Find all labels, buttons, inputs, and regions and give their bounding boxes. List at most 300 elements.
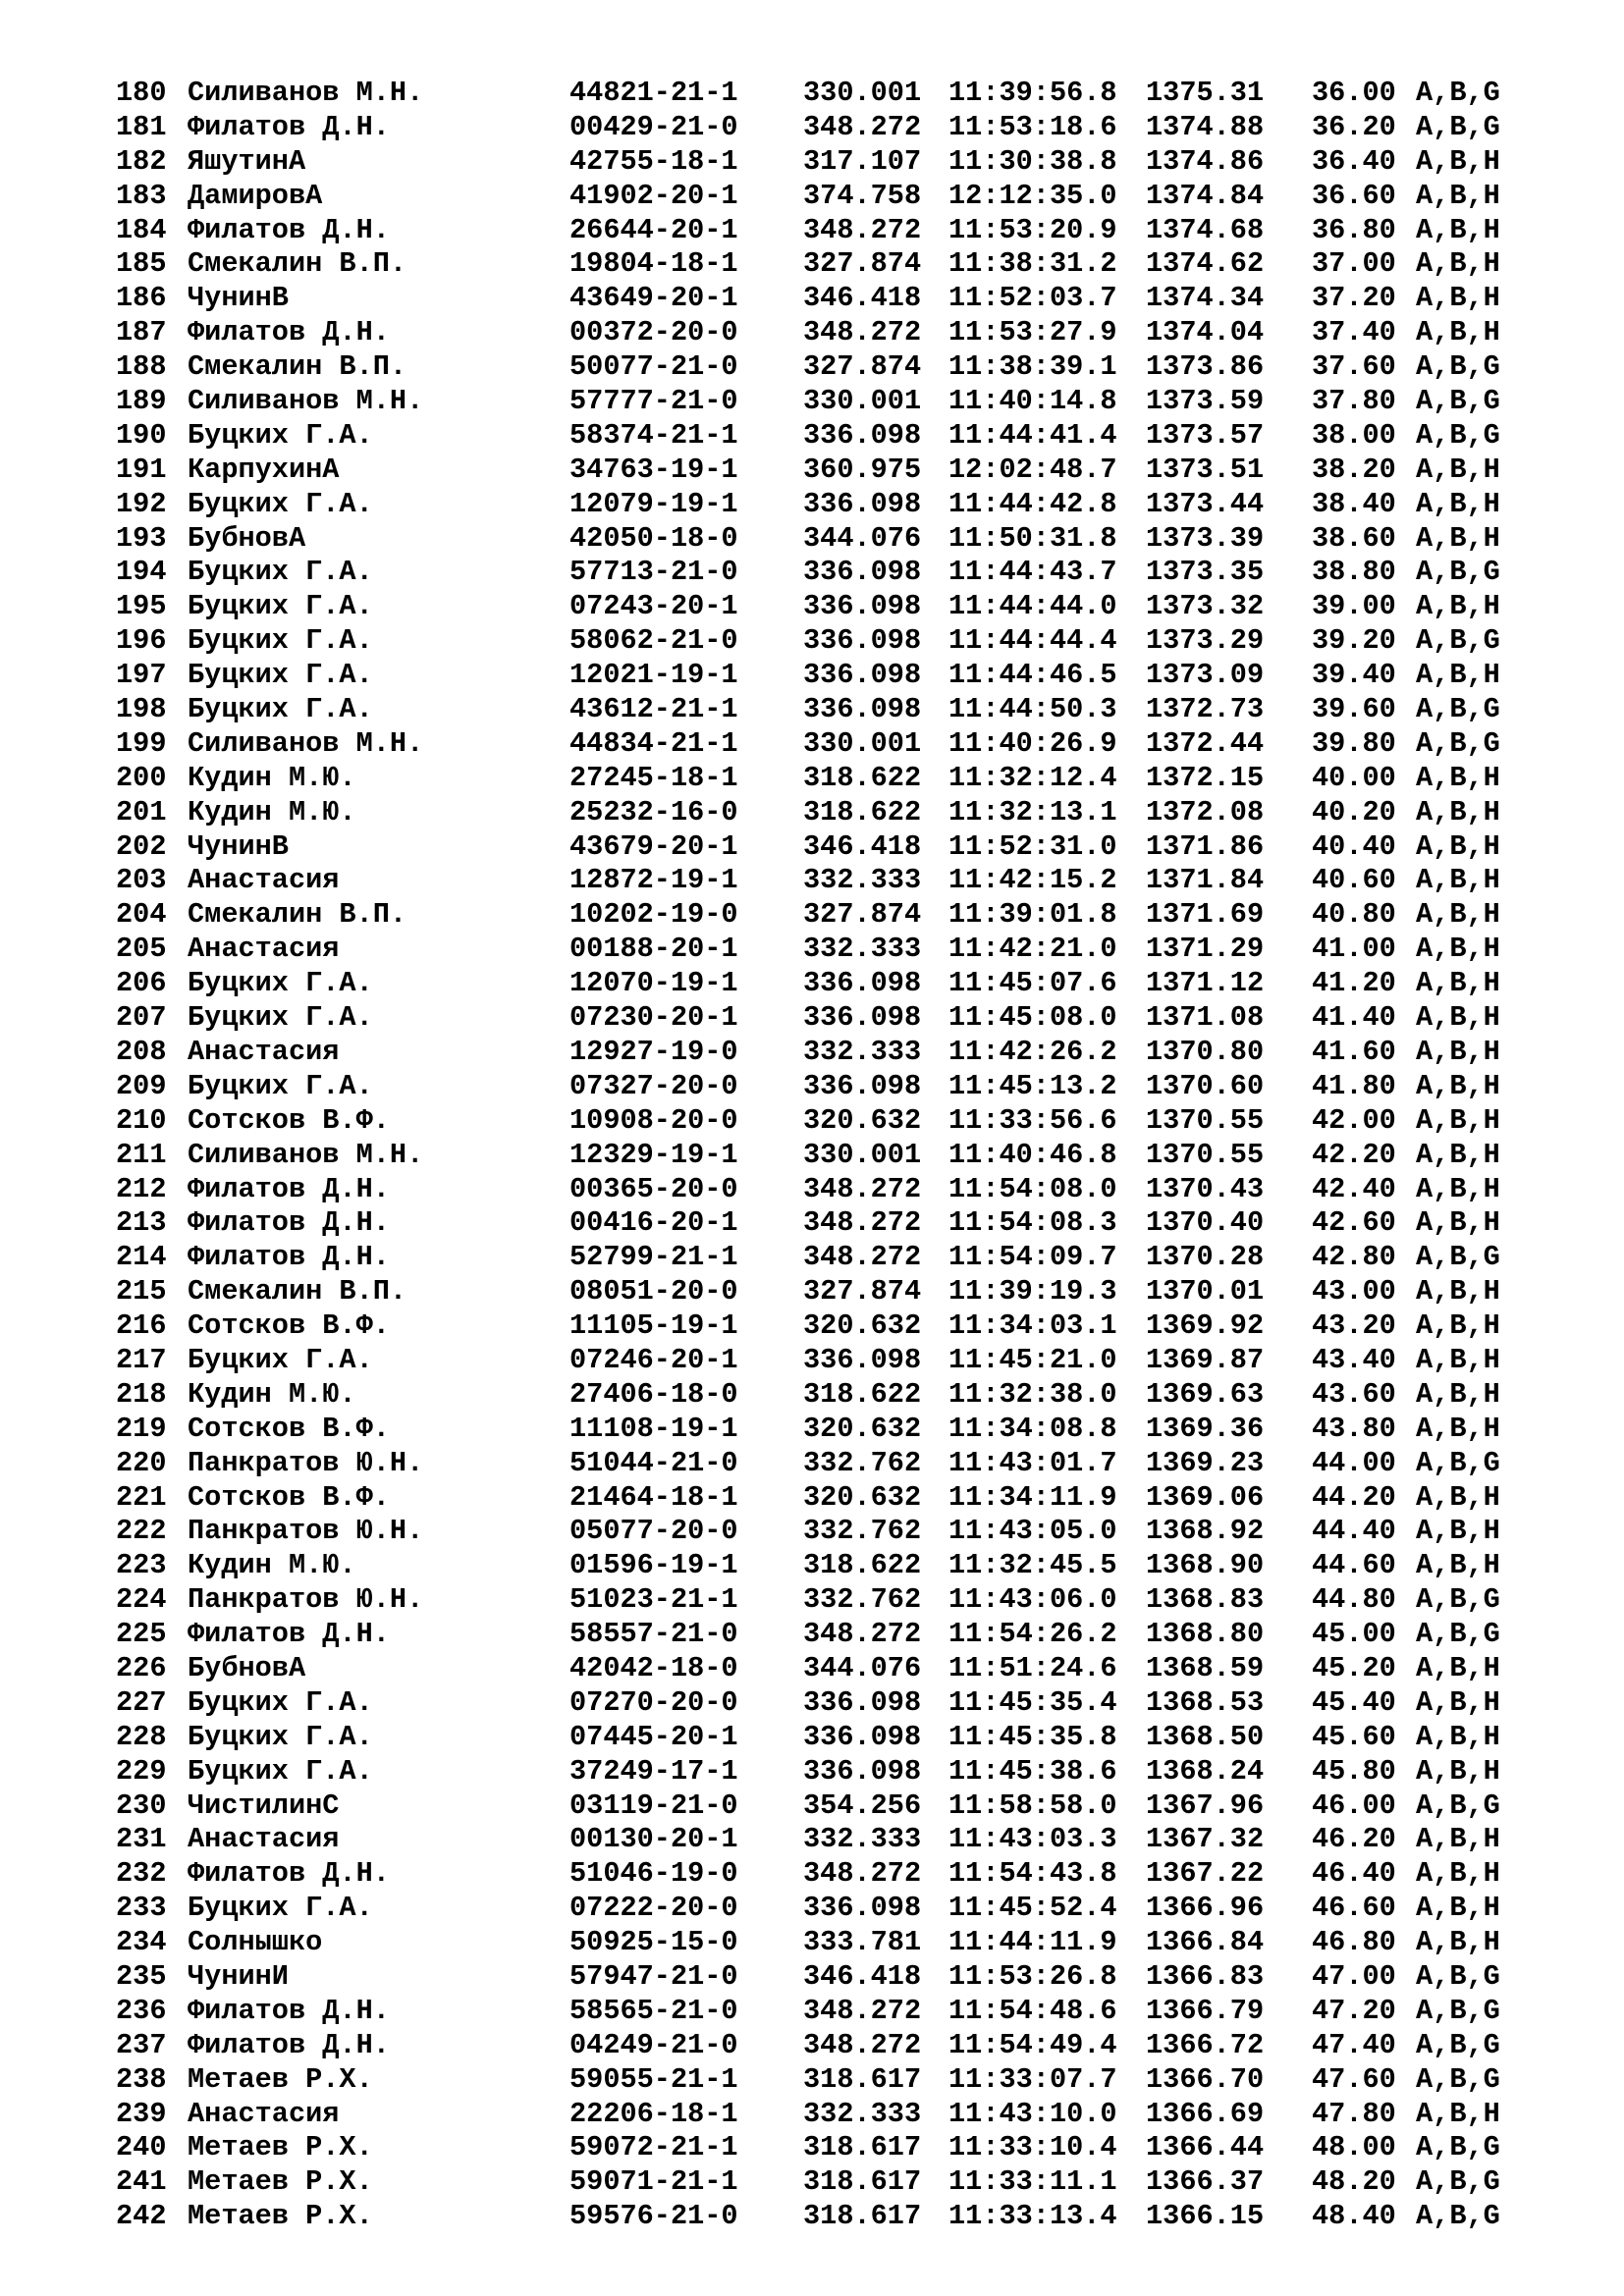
class-cell: A,B,H [1416, 144, 1500, 178]
fancier-name-cell: Буцких Г.А. [188, 1069, 373, 1102]
ring-number-cell: 10202-19-0 [569, 898, 738, 932]
speed-cell: 1368.92 [1146, 1515, 1265, 1548]
distance-cell: 320.632 [803, 1480, 922, 1514]
points-cell: 44.40 [1312, 1515, 1396, 1548]
arrival-time-cell: 11:43:06.0 [948, 1583, 1117, 1617]
speed-cell: 1373.57 [1146, 418, 1265, 452]
fancier-name-cell: Филатов Д.Н. [188, 1241, 390, 1274]
fancier-name-cell: Филатов Д.Н. [188, 110, 390, 143]
fancier-name-cell: Кудин М.Ю. [188, 795, 356, 828]
distance-cell: 348.272 [803, 1618, 922, 1651]
fancier-name-cell: Силиванов М.Н. [188, 726, 424, 760]
rank-cell: 240 [116, 2131, 167, 2164]
arrival-time-cell: 11:44:11.9 [948, 1926, 1117, 1959]
arrival-time-cell: 11:53:27.9 [948, 316, 1117, 349]
speed-cell: 1373.35 [1146, 556, 1265, 589]
ring-number-cell: 12329-19-1 [569, 1138, 738, 1171]
speed-cell: 1369.92 [1146, 1309, 1265, 1343]
class-cell: A,B,H [1416, 1823, 1500, 1856]
distance-cell: 348.272 [803, 110, 922, 143]
arrival-time-cell: 11:54:49.4 [948, 2028, 1117, 2061]
rank-cell: 234 [116, 1926, 167, 1959]
rank-cell: 224 [116, 1583, 167, 1617]
class-cell: A,B,H [1416, 1343, 1500, 1376]
rank-cell: 195 [116, 590, 167, 623]
speed-cell: 1369.87 [1146, 1343, 1265, 1376]
ring-number-cell: 57777-21-0 [569, 385, 738, 418]
fancier-name-cell: Смекалин В.П. [188, 898, 407, 932]
arrival-time-cell: 11:30:38.8 [948, 144, 1117, 178]
rank-cell: 208 [116, 1035, 167, 1068]
class-cell: A,B,H [1416, 1480, 1500, 1514]
points-cell: 42.20 [1312, 1138, 1396, 1171]
points-cell: 37.40 [1312, 316, 1396, 349]
rank-cell: 229 [116, 1754, 167, 1788]
ring-number-cell: 59576-21-0 [569, 2200, 738, 2233]
points-cell: 46.60 [1312, 1892, 1396, 1925]
points-cell: 36.00 [1312, 77, 1396, 109]
distance-cell: 332.333 [803, 1823, 922, 1856]
arrival-time-cell: 11:42:15.2 [948, 864, 1117, 897]
fancier-name-cell: Филатов Д.Н. [188, 1206, 390, 1240]
speed-cell: 1372.44 [1146, 726, 1265, 760]
arrival-time-cell: 11:32:38.0 [948, 1377, 1117, 1411]
class-cell: A,B,H [1416, 864, 1500, 897]
arrival-time-cell: 12:12:35.0 [948, 179, 1117, 212]
speed-cell: 1375.31 [1146, 77, 1265, 109]
fancier-name-cell: Буцких Г.А. [188, 590, 373, 623]
arrival-time-cell: 11:39:56.8 [948, 77, 1117, 109]
speed-cell: 1366.96 [1146, 1892, 1265, 1925]
class-cell: A,B,H [1416, 1412, 1500, 1445]
points-cell: 41.60 [1312, 1035, 1396, 1068]
class-cell: A,B,H [1416, 1685, 1500, 1719]
points-cell: 41.80 [1312, 1069, 1396, 1102]
ring-number-cell: 51023-21-1 [569, 1583, 738, 1617]
fancier-name-cell: БубновА [188, 1651, 306, 1684]
rank-cell: 181 [116, 110, 167, 143]
arrival-time-cell: 11:44:44.0 [948, 590, 1117, 623]
points-cell: 37.80 [1312, 385, 1396, 418]
class-cell: A,B,G [1416, 418, 1500, 452]
distance-cell: 336.098 [803, 1754, 922, 1788]
points-cell: 38.80 [1312, 556, 1396, 589]
fancier-name-cell: Панкратов Ю.Н. [188, 1583, 424, 1617]
distance-cell: 336.098 [803, 418, 922, 452]
speed-cell: 1369.36 [1146, 1412, 1265, 1445]
speed-cell: 1371.84 [1146, 864, 1265, 897]
ring-number-cell: 05077-20-0 [569, 1515, 738, 1548]
points-cell: 46.20 [1312, 1823, 1396, 1856]
points-cell: 48.00 [1312, 2131, 1396, 2164]
points-cell: 39.60 [1312, 693, 1396, 726]
distance-cell: 348.272 [803, 213, 922, 246]
class-cell: A,B,H [1416, 179, 1500, 212]
rank-cell: 212 [116, 1172, 167, 1205]
distance-cell: 332.762 [803, 1583, 922, 1617]
ring-number-cell: 59055-21-1 [569, 2062, 738, 2096]
class-cell: A,B,H [1416, 1001, 1500, 1035]
ring-number-cell: 57947-21-0 [569, 1959, 738, 1993]
rank-cell: 215 [116, 1275, 167, 1308]
rank-cell: 203 [116, 864, 167, 897]
points-cell: 45.00 [1312, 1618, 1396, 1651]
distance-cell: 317.107 [803, 144, 922, 178]
rank-cell: 207 [116, 1001, 167, 1035]
ring-number-cell: 08051-20-0 [569, 1275, 738, 1308]
ring-number-cell: 03119-21-0 [569, 1789, 738, 1822]
ring-number-cell: 10908-20-0 [569, 1103, 738, 1137]
distance-cell: 336.098 [803, 1001, 922, 1035]
arrival-time-cell: 11:54:43.8 [948, 1857, 1117, 1891]
speed-cell: 1369.23 [1146, 1446, 1265, 1479]
distance-cell: 332.333 [803, 2097, 922, 2130]
distance-cell: 336.098 [803, 1343, 922, 1376]
fancier-name-cell: ЧистилинС [188, 1789, 340, 1822]
rank-cell: 231 [116, 1823, 167, 1856]
ring-number-cell: 42755-18-1 [569, 144, 738, 178]
rank-cell: 236 [116, 1994, 167, 2027]
rank-cell: 223 [116, 1549, 167, 1582]
distance-cell: 332.333 [803, 933, 922, 966]
arrival-time-cell: 11:40:14.8 [948, 385, 1117, 418]
class-cell: A,B,G [1416, 726, 1500, 760]
speed-cell: 1371.69 [1146, 898, 1265, 932]
ring-number-cell: 43649-20-1 [569, 282, 738, 315]
points-cell: 40.40 [1312, 829, 1396, 863]
ring-number-cell: 51044-21-0 [569, 1446, 738, 1479]
arrival-time-cell: 11:45:38.6 [948, 1754, 1117, 1788]
ring-number-cell: 41902-20-1 [569, 179, 738, 212]
distance-cell: 344.076 [803, 521, 922, 555]
points-cell: 43.40 [1312, 1343, 1396, 1376]
class-cell: A,B,H [1416, 1892, 1500, 1925]
ring-number-cell: 11108-19-1 [569, 1412, 738, 1445]
fancier-name-cell: Буцких Г.А. [188, 1892, 373, 1925]
speed-cell: 1367.32 [1146, 1823, 1265, 1856]
points-cell: 47.20 [1312, 1994, 1396, 2027]
rank-cell: 183 [116, 179, 167, 212]
arrival-time-cell: 11:54:26.2 [948, 1618, 1117, 1651]
distance-cell: 318.617 [803, 2165, 922, 2199]
ring-number-cell: 12927-19-0 [569, 1035, 738, 1068]
ring-number-cell: 25232-16-0 [569, 795, 738, 828]
fancier-name-cell: БубновА [188, 521, 306, 555]
rank-cell: 185 [116, 247, 167, 281]
speed-cell: 1368.53 [1146, 1685, 1265, 1719]
speed-cell: 1372.15 [1146, 761, 1265, 794]
speed-cell: 1368.90 [1146, 1549, 1265, 1582]
speed-cell: 1366.70 [1146, 2062, 1265, 2096]
distance-cell: 344.076 [803, 1651, 922, 1684]
points-cell: 45.40 [1312, 1685, 1396, 1719]
ring-number-cell: 58374-21-1 [569, 418, 738, 452]
class-cell: A,B,H [1416, 1754, 1500, 1788]
ring-number-cell: 43679-20-1 [569, 829, 738, 863]
speed-cell: 1370.28 [1146, 1241, 1265, 1274]
fancier-name-cell: Филатов Д.Н. [188, 213, 390, 246]
speed-cell: 1373.39 [1146, 521, 1265, 555]
distance-cell: 333.781 [803, 1926, 922, 1959]
fancier-name-cell: Буцких Г.А. [188, 487, 373, 520]
rank-cell: 222 [116, 1515, 167, 1548]
speed-cell: 1368.24 [1146, 1754, 1265, 1788]
class-cell: A,B,G [1416, 2200, 1500, 2233]
class-cell: A,B,G [1416, 1994, 1500, 2027]
class-cell: A,B,H [1416, 453, 1500, 486]
speed-cell: 1366.15 [1146, 2200, 1265, 2233]
ring-number-cell: 27245-18-1 [569, 761, 738, 794]
speed-cell: 1370.43 [1146, 1172, 1265, 1205]
fancier-name-cell: Буцких Г.А. [188, 1720, 373, 1753]
points-cell: 38.00 [1312, 418, 1396, 452]
arrival-time-cell: 11:45:13.2 [948, 1069, 1117, 1102]
ring-number-cell: 07246-20-1 [569, 1343, 738, 1376]
ring-number-cell: 07327-20-0 [569, 1069, 738, 1102]
ring-number-cell: 12070-19-1 [569, 967, 738, 1000]
distance-cell: 318.622 [803, 795, 922, 828]
points-cell: 42.80 [1312, 1241, 1396, 1274]
points-cell: 40.20 [1312, 795, 1396, 828]
distance-cell: 320.632 [803, 1412, 922, 1445]
ring-number-cell: 27406-18-0 [569, 1377, 738, 1411]
arrival-time-cell: 11:33:07.7 [948, 2062, 1117, 2096]
rank-cell: 190 [116, 418, 167, 452]
class-cell: A,B,H [1416, 1103, 1500, 1137]
fancier-name-cell: Филатов Д.Н. [188, 1857, 390, 1891]
rank-cell: 202 [116, 829, 167, 863]
ring-number-cell: 21464-18-1 [569, 1480, 738, 1514]
fancier-name-cell: Филатов Д.Н. [188, 2028, 390, 2061]
speed-cell: 1366.44 [1146, 2131, 1265, 2164]
fancier-name-cell: Панкратов Ю.Н. [188, 1515, 424, 1548]
fancier-name-cell: Филатов Д.Н. [188, 1618, 390, 1651]
rank-cell: 232 [116, 1857, 167, 1891]
rank-cell: 194 [116, 556, 167, 589]
speed-cell: 1366.79 [1146, 1994, 1265, 2027]
distance-cell: 330.001 [803, 385, 922, 418]
distance-cell: 320.632 [803, 1309, 922, 1343]
fancier-name-cell: Буцких Г.А. [188, 1754, 373, 1788]
rank-cell: 198 [116, 693, 167, 726]
ring-number-cell: 52799-21-1 [569, 1241, 738, 1274]
speed-cell: 1373.86 [1146, 350, 1265, 384]
points-cell: 44.20 [1312, 1480, 1396, 1514]
arrival-time-cell: 11:43:05.0 [948, 1515, 1117, 1548]
distance-cell: 346.418 [803, 282, 922, 315]
speed-cell: 1373.44 [1146, 487, 1265, 520]
points-cell: 48.20 [1312, 2165, 1396, 2199]
points-cell: 40.00 [1312, 761, 1396, 794]
points-cell: 39.00 [1312, 590, 1396, 623]
distance-cell: 354.256 [803, 1789, 922, 1822]
ring-number-cell: 07230-20-1 [569, 1001, 738, 1035]
ring-number-cell: 01596-19-1 [569, 1549, 738, 1582]
speed-cell: 1370.55 [1146, 1138, 1265, 1171]
ring-number-cell: 12872-19-1 [569, 864, 738, 897]
fancier-name-cell: Филатов Д.Н. [188, 1172, 390, 1205]
class-cell: A,B,H [1416, 1515, 1500, 1548]
class-cell: A,B,G [1416, 1959, 1500, 1993]
ring-number-cell: 00130-20-1 [569, 1823, 738, 1856]
arrival-time-cell: 11:33:56.6 [948, 1103, 1117, 1137]
speed-cell: 1373.59 [1146, 385, 1265, 418]
rank-cell: 192 [116, 487, 167, 520]
speed-cell: 1373.51 [1146, 453, 1265, 486]
arrival-time-cell: 11:32:13.1 [948, 795, 1117, 828]
distance-cell: 318.617 [803, 2062, 922, 2096]
distance-cell: 318.622 [803, 1549, 922, 1582]
distance-cell: 327.874 [803, 898, 922, 932]
rank-cell: 213 [116, 1206, 167, 1240]
speed-cell: 1374.84 [1146, 179, 1265, 212]
class-cell: A,B,H [1416, 795, 1500, 828]
speed-cell: 1369.63 [1146, 1377, 1265, 1411]
class-cell: A,B,H [1416, 213, 1500, 246]
ring-number-cell: 22206-18-1 [569, 2097, 738, 2130]
ring-number-cell: 11105-19-1 [569, 1309, 738, 1343]
speed-cell: 1370.01 [1146, 1275, 1265, 1308]
fancier-name-cell: Анастасия [188, 1035, 340, 1068]
distance-cell: 348.272 [803, 2028, 922, 2061]
fancier-name-cell: Буцких Г.А. [188, 624, 373, 658]
arrival-time-cell: 11:44:43.7 [948, 556, 1117, 589]
speed-cell: 1370.55 [1146, 1103, 1265, 1137]
distance-cell: 336.098 [803, 624, 922, 658]
class-cell: A,B,H [1416, 1377, 1500, 1411]
ring-number-cell: 50077-21-0 [569, 350, 738, 384]
points-cell: 46.80 [1312, 1926, 1396, 1959]
ring-number-cell: 59071-21-1 [569, 2165, 738, 2199]
points-cell: 39.40 [1312, 659, 1396, 692]
distance-cell: 346.418 [803, 829, 922, 863]
rank-cell: 210 [116, 1103, 167, 1137]
fancier-name-cell: ЯшутинА [188, 144, 306, 178]
points-cell: 48.40 [1312, 2200, 1396, 2233]
class-cell: A,B,G [1416, 2131, 1500, 2164]
ring-number-cell: 59072-21-1 [569, 2131, 738, 2164]
arrival-time-cell: 11:53:20.9 [948, 213, 1117, 246]
points-cell: 36.60 [1312, 179, 1396, 212]
points-cell: 38.20 [1312, 453, 1396, 486]
fancier-name-cell: Сотсков В.Ф. [188, 1412, 390, 1445]
distance-cell: 360.975 [803, 453, 922, 486]
fancier-name-cell: Кудин М.Ю. [188, 761, 356, 794]
points-cell: 47.60 [1312, 2062, 1396, 2096]
rank-cell: 228 [116, 1720, 167, 1753]
ring-number-cell: 07270-20-0 [569, 1685, 738, 1719]
speed-cell: 1368.83 [1146, 1583, 1265, 1617]
arrival-time-cell: 11:32:45.5 [948, 1549, 1117, 1582]
points-cell: 38.40 [1312, 487, 1396, 520]
distance-cell: 330.001 [803, 726, 922, 760]
fancier-name-cell: Смекалин В.П. [188, 350, 407, 384]
fancier-name-cell: Буцких Г.А. [188, 1001, 373, 1035]
ring-number-cell: 12021-19-1 [569, 659, 738, 692]
fancier-name-cell: Смекалин В.П. [188, 247, 407, 281]
arrival-time-cell: 11:39:01.8 [948, 898, 1117, 932]
class-cell: A,B,G [1416, 1583, 1500, 1617]
speed-cell: 1370.80 [1146, 1035, 1265, 1068]
rank-cell: 196 [116, 624, 167, 658]
arrival-time-cell: 12:02:48.7 [948, 453, 1117, 486]
points-cell: 46.00 [1312, 1789, 1396, 1822]
speed-cell: 1367.22 [1146, 1857, 1265, 1891]
points-cell: 36.40 [1312, 144, 1396, 178]
fancier-name-cell: Анастасия [188, 2097, 340, 2130]
distance-cell: 318.617 [803, 2131, 922, 2164]
ring-number-cell: 00416-20-1 [569, 1206, 738, 1240]
speed-cell: 1373.09 [1146, 659, 1265, 692]
speed-cell: 1372.08 [1146, 795, 1265, 828]
rank-cell: 221 [116, 1480, 167, 1514]
points-cell: 37.20 [1312, 282, 1396, 315]
class-cell: A,B,H [1416, 761, 1500, 794]
fancier-name-cell: Буцких Г.А. [188, 967, 373, 1000]
rank-cell: 216 [116, 1309, 167, 1343]
arrival-time-cell: 11:45:07.6 [948, 967, 1117, 1000]
distance-cell: 336.098 [803, 556, 922, 589]
arrival-time-cell: 11:40:26.9 [948, 726, 1117, 760]
class-cell: A,B,H [1416, 521, 1500, 555]
arrival-time-cell: 11:38:31.2 [948, 247, 1117, 281]
class-cell: A,B,G [1416, 556, 1500, 589]
arrival-time-cell: 11:44:42.8 [948, 487, 1117, 520]
class-cell: A,B,H [1416, 1651, 1500, 1684]
ring-number-cell: 42050-18-0 [569, 521, 738, 555]
rank-cell: 193 [116, 521, 167, 555]
arrival-time-cell: 11:43:10.0 [948, 2097, 1117, 2130]
points-cell: 41.20 [1312, 967, 1396, 1000]
distance-cell: 336.098 [803, 1720, 922, 1753]
class-cell: A,B,G [1416, 77, 1500, 109]
rank-cell: 217 [116, 1343, 167, 1376]
class-cell: A,B,H [1416, 247, 1500, 281]
distance-cell: 348.272 [803, 1172, 922, 1205]
speed-cell: 1370.40 [1146, 1206, 1265, 1240]
class-cell: A,B,H [1416, 590, 1500, 623]
class-cell: A,B,H [1416, 1172, 1500, 1205]
speed-cell: 1373.29 [1146, 624, 1265, 658]
class-cell: A,B,H [1416, 2097, 1500, 2130]
distance-cell: 332.333 [803, 864, 922, 897]
ring-number-cell: 50925-15-0 [569, 1926, 738, 1959]
class-cell: A,B,H [1416, 967, 1500, 1000]
fancier-name-cell: Анастасия [188, 1823, 340, 1856]
rank-cell: 187 [116, 316, 167, 349]
fancier-name-cell: Филатов Д.Н. [188, 316, 390, 349]
rank-cell: 186 [116, 282, 167, 315]
class-cell: A,B,H [1416, 1206, 1500, 1240]
class-cell: A,B,H [1416, 898, 1500, 932]
distance-cell: 348.272 [803, 1206, 922, 1240]
distance-cell: 374.758 [803, 179, 922, 212]
class-cell: A,B,H [1416, 1720, 1500, 1753]
class-cell: A,B,H [1416, 1549, 1500, 1582]
arrival-time-cell: 11:45:35.4 [948, 1685, 1117, 1719]
rank-cell: 233 [116, 1892, 167, 1925]
arrival-time-cell: 11:34:11.9 [948, 1480, 1117, 1514]
distance-cell: 336.098 [803, 693, 922, 726]
speed-cell: 1366.72 [1146, 2028, 1265, 2061]
class-cell: A,B,H [1416, 659, 1500, 692]
speed-cell: 1374.62 [1146, 247, 1265, 281]
speed-cell: 1366.37 [1146, 2165, 1265, 2199]
ring-number-cell: 04249-21-0 [569, 2028, 738, 2061]
points-cell: 44.80 [1312, 1583, 1396, 1617]
class-cell: A,B,H [1416, 316, 1500, 349]
distance-cell: 318.617 [803, 2200, 922, 2233]
